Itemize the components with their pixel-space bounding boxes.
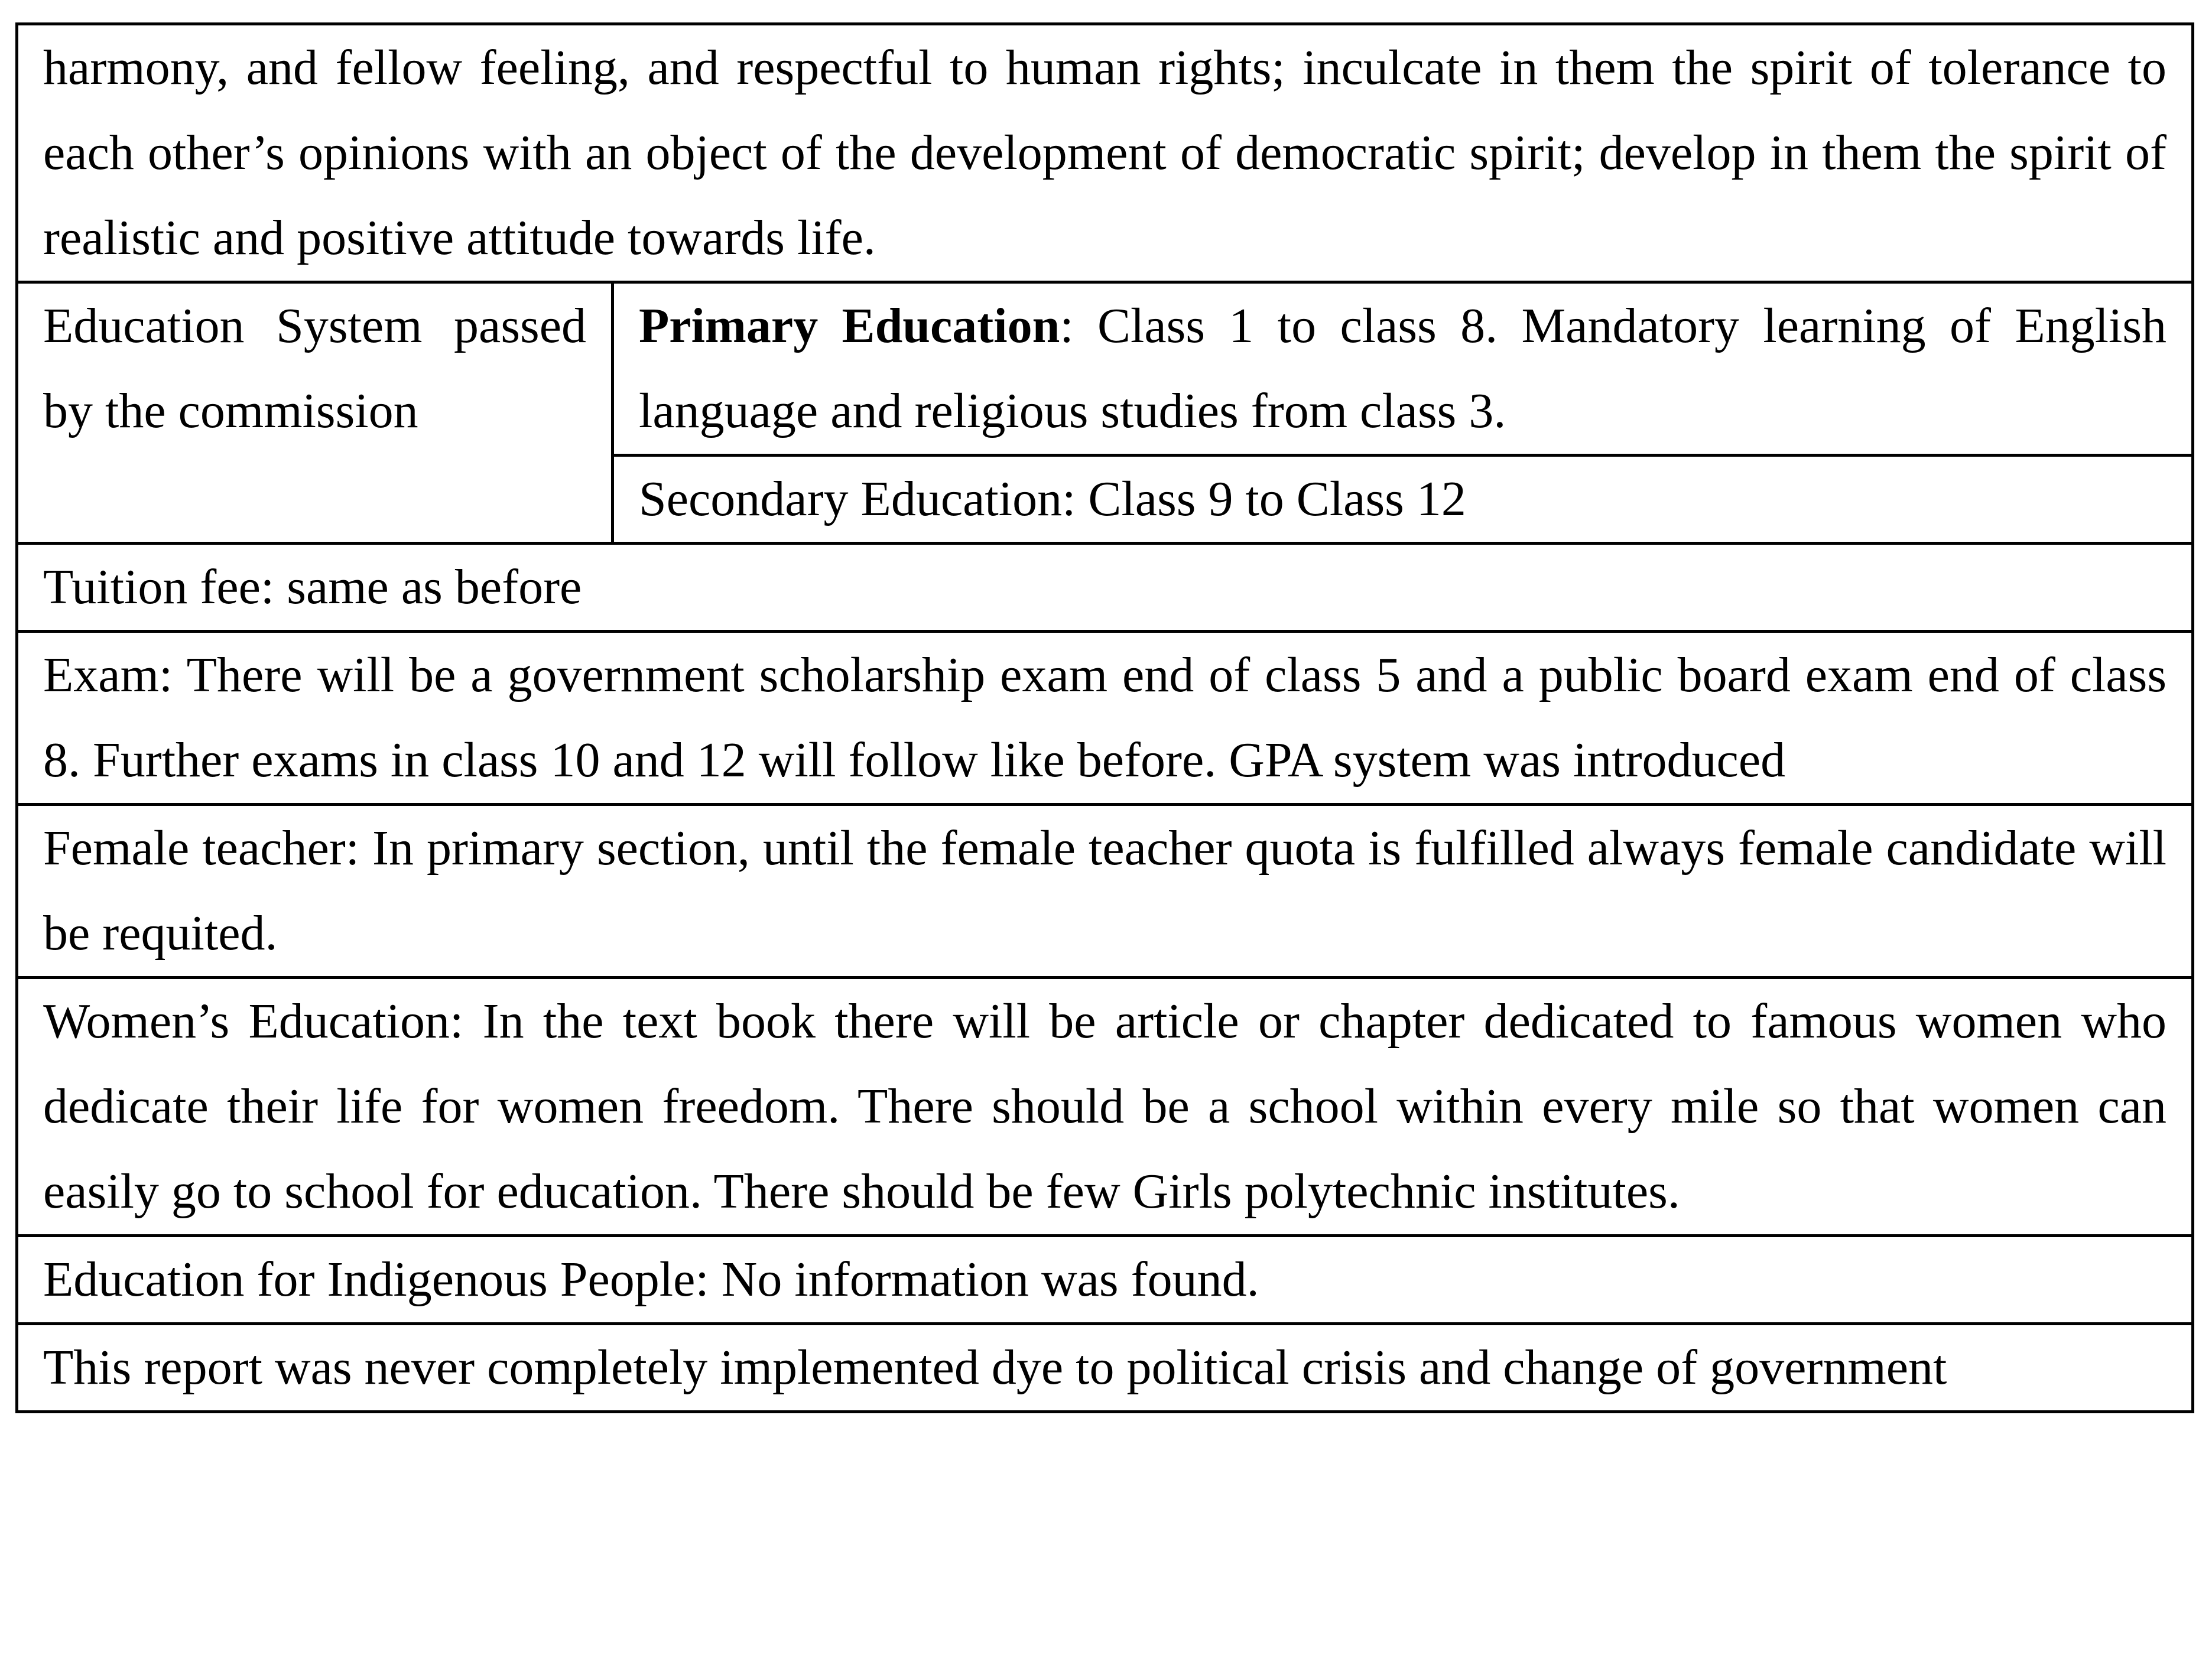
tuition-text: Tuition fee: same as before [43, 560, 582, 614]
womens-education-cell [17, 978, 2193, 1236]
female-teacher-text: Female teacher: In primary section, until the female teacher quota is fulfilled always female candidate will be requited. [43, 821, 2167, 961]
intro-cell [17, 24, 2193, 282]
system-label-cell [17, 282, 613, 544]
table-row [17, 24, 2193, 282]
indigenous-text: Education for Indigenous People: No information was found. [43, 1252, 1259, 1307]
exam-cell [17, 632, 2193, 805]
table-row [17, 1236, 2193, 1324]
table-row [17, 978, 2193, 1236]
table-row [17, 805, 2193, 978]
system-label: Education System passed by the commission [43, 298, 586, 438]
tuition-cell [17, 544, 2193, 632]
intro-text: harmony, and fellow feeling, and respectful to human rights; inculcate in them the spirit of tolerance to each other’s opinions with an object of the development of democratic spirit; develop in them the spirit of realistic and positive attitude towards life. [43, 40, 2167, 265]
implementation-text: This report was never completely implemented dye to political crisis and change of government [43, 1340, 1947, 1395]
table-row [17, 1324, 2193, 1412]
table-row [17, 544, 2193, 632]
secondary-education-text: Secondary Education: Class 9 to Class 12 [639, 471, 1466, 526]
primary-education-heading: Primary Education [639, 298, 1060, 353]
education-commission-table [15, 22, 2194, 1413]
female-teacher-cell [17, 805, 2193, 978]
indigenous-cell [17, 1236, 2193, 1324]
table-row [17, 632, 2193, 805]
primary-education-text: : Class 1 to class 8. Mandatory learning of English language and religious studies from class 3. [639, 298, 2167, 438]
table-row [17, 282, 2193, 456]
implementation-cell [17, 1324, 2193, 1412]
primary-education-cell [613, 282, 2193, 456]
womens-education-text: Women’s Education: In the text book there will be article or chapter dedicated to famous women who dedicate their life for women freedom. There should be a school within every mile so that women can easily go to school for education. There should be few Girls polytechnic institutes. [43, 994, 2167, 1219]
exam-text: Exam: There will be a government scholarship exam end of class 5 and a public board exam end of class 8. Further exams in class 10 and 12 will follow like before. GPA system was introduced [43, 648, 2167, 788]
secondary-education-cell [613, 456, 2193, 544]
